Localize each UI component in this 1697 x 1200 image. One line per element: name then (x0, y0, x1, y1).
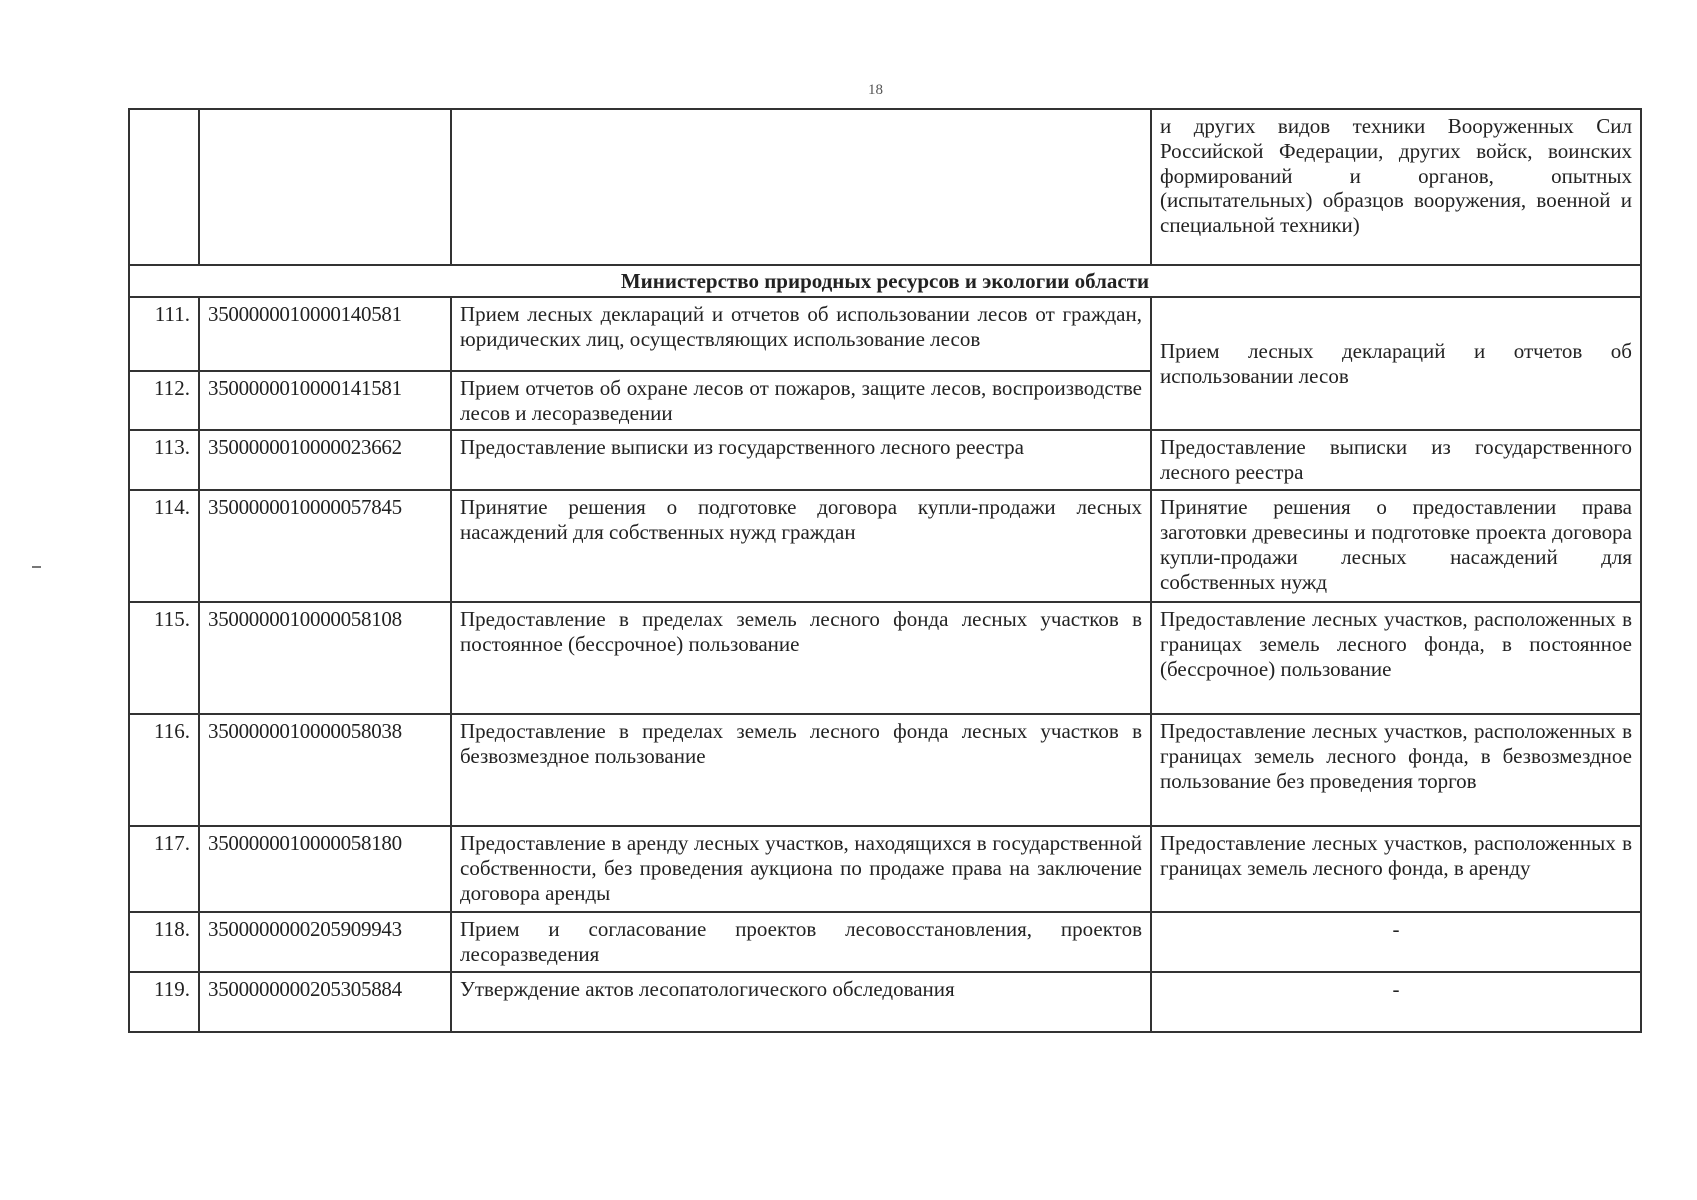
service-code: 3500000010000057845 (199, 490, 451, 602)
row-number: 119. (129, 972, 199, 1032)
service-code: 3500000010000023662 (199, 430, 451, 490)
federal-service-cell: - (1151, 912, 1641, 972)
page-number: 18 (868, 82, 883, 98)
service-name: Предоставление в аренду лесных участков, находящихся в государственной собственности, без проведения аукциона по продаже права на заключение договора аренды (451, 826, 1151, 912)
table-row (129, 602, 1641, 714)
service-name: Предоставление в пределах земель лесного фонда лесных участков в постоянное (бессрочное) пользование (451, 602, 1151, 714)
empty-cell (451, 109, 1151, 265)
row-number: 114. (129, 490, 199, 602)
row-number: 111. (129, 297, 199, 371)
service-name: Предоставление выписки из государственного лесного реестра (451, 430, 1151, 490)
row-number: 112. (129, 371, 199, 431)
service-code: 3500000010000141581 (199, 371, 451, 431)
table-row (129, 490, 1641, 602)
table-row (129, 297, 1641, 371)
row-number: 117. (129, 826, 199, 912)
services-table (128, 108, 1642, 1033)
federal-service-cell: и других видов техники Вооруженных Сил Российской Федерации, других войск, воинских формирований и органов, опытных (испытательных) образцов вооружения, военной и специальной техники) (1151, 109, 1641, 265)
service-name: Утверждение актов лесопатологического обследования (451, 972, 1151, 1032)
service-name: Принятие решения о подготовке договора купли-продажи лесных насаждений для собственных нужд граждан (451, 490, 1151, 602)
table-row (129, 714, 1641, 826)
section-title: Министерство природных ресурсов и экологии области (129, 265, 1641, 297)
empty-cell (199, 109, 451, 265)
federal-service-cell: Принятие решения о предоставлении права заготовки древесины и подготовке проекта договора купли-продажи лесных насаждений для собственных нужд (1151, 490, 1641, 602)
federal-service-cell: Предоставление лесных участков, расположенных в границах земель лесного фонда, в постоянное (бессрочное) пользование (1151, 602, 1641, 714)
service-name: Предоставление в пределах земель лесного фонда лесных участков в безвозмездное пользование (451, 714, 1151, 826)
table-row (129, 972, 1641, 1032)
service-code: 3500000010000058180 (199, 826, 451, 912)
continuation-row (129, 109, 1641, 265)
table-row (129, 912, 1641, 972)
service-code: 3500000010000140581 (199, 297, 451, 371)
row-number: 115. (129, 602, 199, 714)
service-name: Прием и согласование проектов лесовосстановления, проектов лесоразведения (451, 912, 1151, 972)
row-number: 116. (129, 714, 199, 826)
federal-service-cell: - (1151, 972, 1641, 1032)
service-code: 3500000010000058038 (199, 714, 451, 826)
service-name: Прием отчетов об охране лесов от пожаров, защите лесов, воспроизводстве лесов и лесоразведении (451, 371, 1151, 431)
service-code: 3500000000205305884 (199, 972, 451, 1032)
service-code: 3500000010000058108 (199, 602, 451, 714)
scan-mark (32, 566, 41, 568)
federal-service-cell: Предоставление выписки из государственного лесного реестра (1151, 430, 1641, 490)
service-name: Прием лесных деклараций и отчетов об использовании лесов от граждан, юридических лиц, осуществляющих использование лесов (451, 297, 1151, 371)
table-row (129, 826, 1641, 912)
service-code: 3500000000205909943 (199, 912, 451, 972)
table-row (129, 430, 1641, 490)
federal-service-cell: Прием лесных деклараций и отчетов об использовании лесов (1151, 297, 1641, 431)
federal-service-cell: Предоставление лесных участков, расположенных в границах земель лесного фонда, в безвозмездное пользование без проведения торгов (1151, 714, 1641, 826)
empty-cell (129, 109, 199, 265)
row-number: 113. (129, 430, 199, 490)
federal-service-cell: Предоставление лесных участков, расположенных в границах земель лесного фонда, в аренду (1151, 826, 1641, 912)
row-number: 118. (129, 912, 199, 972)
section-header-row (129, 265, 1641, 297)
